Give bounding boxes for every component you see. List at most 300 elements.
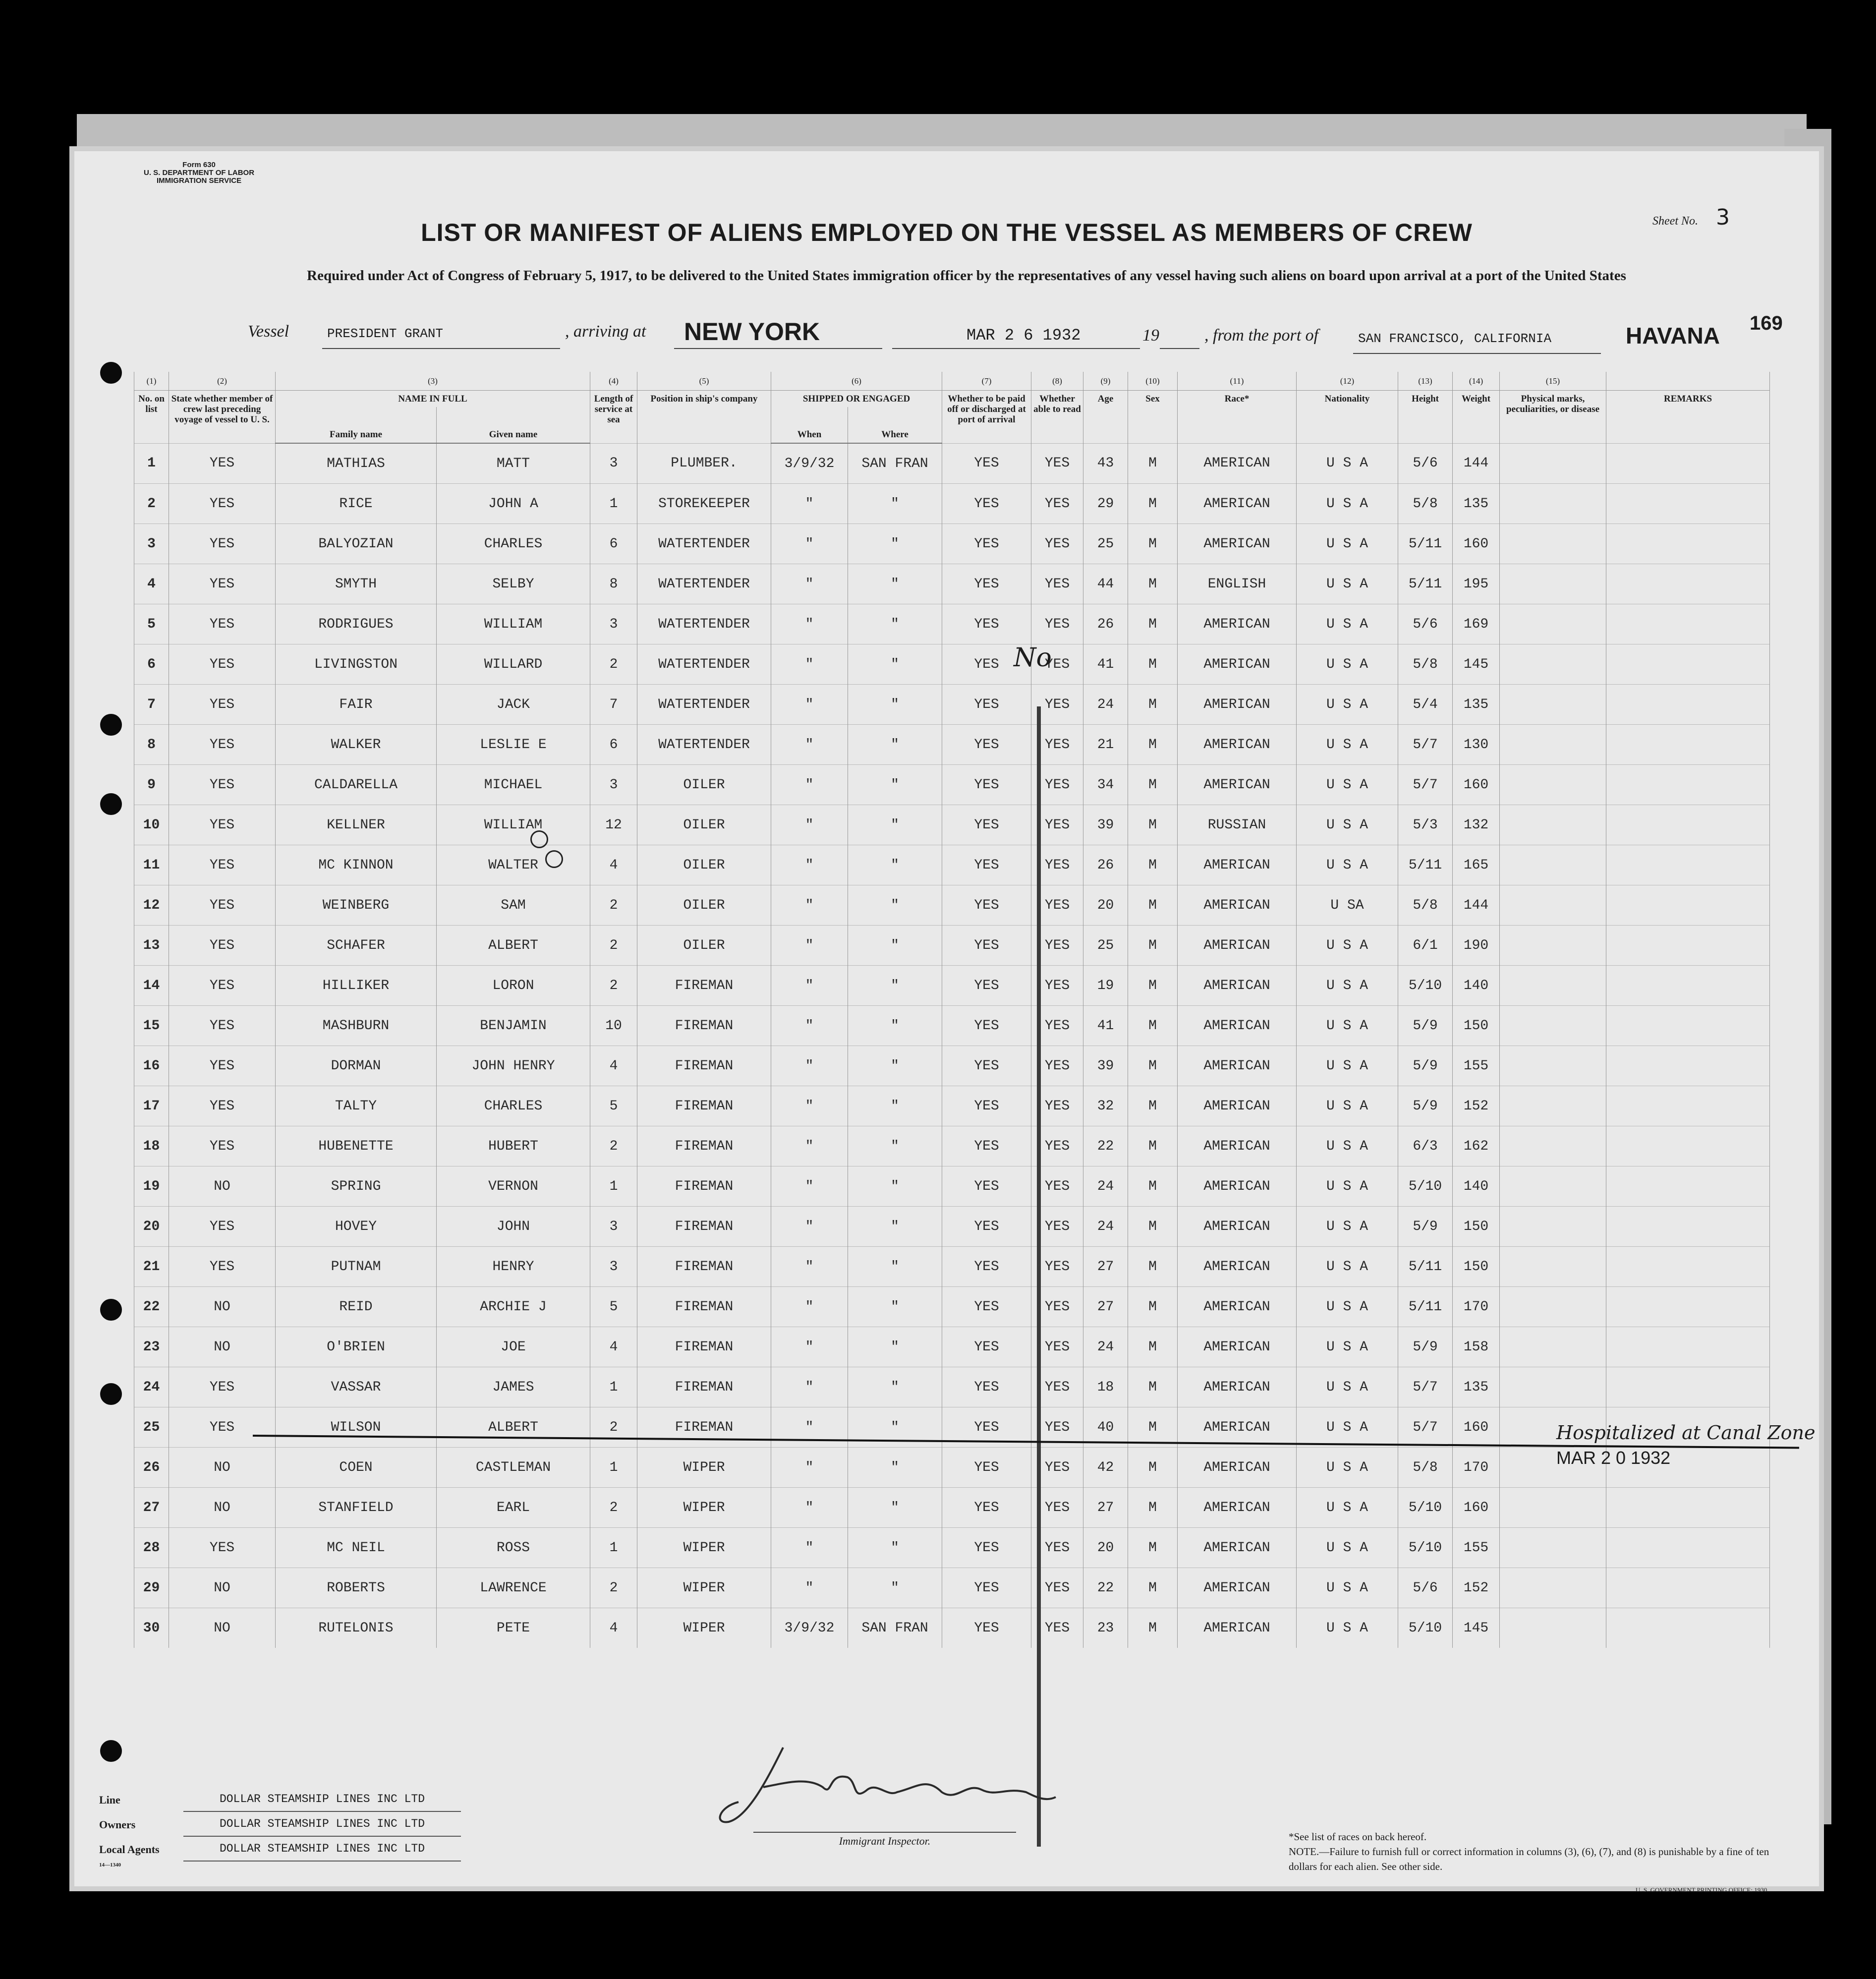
previous-voyage-cell: YES bbox=[169, 685, 276, 725]
height-cell: 6/1 bbox=[1398, 926, 1453, 966]
page-subtitle: Required under Act of Congress of February 5, 1917, to be delivered to the United States immigration officer by the representatives of any vessel having such aliens on board upon arrival at a port of the United States bbox=[307, 268, 1626, 284]
nationality-cell: U S A bbox=[1297, 685, 1398, 725]
col-number: (15) bbox=[1500, 372, 1606, 391]
paid-off-cell: YES bbox=[942, 1367, 1031, 1407]
row-number-cell: 24 bbox=[134, 1367, 169, 1407]
height-cell: 5/6 bbox=[1398, 1568, 1453, 1608]
able-to-read-cell: YES bbox=[1031, 725, 1083, 765]
length-of-service-cell: 12 bbox=[590, 805, 637, 845]
age-cell: 27 bbox=[1083, 1488, 1128, 1528]
remarks-cell bbox=[1606, 1568, 1770, 1608]
nationality-cell: U S A bbox=[1297, 1126, 1398, 1166]
race-cell: AMERICAN bbox=[1178, 765, 1297, 805]
paid-off-cell: YES bbox=[942, 484, 1031, 524]
binder-hole bbox=[100, 1299, 122, 1321]
height-cell: 5/11 bbox=[1398, 1287, 1453, 1327]
header-height: Height bbox=[1398, 391, 1453, 444]
able-to-read-cell: YES bbox=[1031, 1126, 1083, 1166]
table-row bbox=[134, 926, 1770, 966]
sex-cell: M bbox=[1128, 1287, 1178, 1327]
age-cell: 29 bbox=[1083, 484, 1128, 524]
nationality-cell: U S A bbox=[1297, 1247, 1398, 1287]
row-number-cell: 2 bbox=[134, 484, 169, 524]
col-number: (10) bbox=[1128, 372, 1178, 391]
row-number-cell: 7 bbox=[134, 685, 169, 725]
able-to-read-cell: YES bbox=[1031, 484, 1083, 524]
length-of-service-cell: 4 bbox=[590, 1327, 637, 1367]
height-cell: 5/8 bbox=[1398, 1448, 1453, 1488]
weight-cell: 158 bbox=[1453, 1327, 1500, 1367]
table-row bbox=[134, 1086, 1770, 1126]
given-name-cell: ARCHIE J bbox=[437, 1287, 590, 1327]
given-name-cell: LESLIE E bbox=[437, 725, 590, 765]
shipped-where-cell: " bbox=[848, 966, 942, 1006]
height-cell: 5/10 bbox=[1398, 966, 1453, 1006]
sex-cell: M bbox=[1128, 1166, 1178, 1207]
family-name-cell: MC NEIL bbox=[276, 1528, 437, 1568]
shipped-where-cell: " bbox=[848, 1448, 942, 1488]
able-to-read-cell: YES bbox=[1031, 1448, 1083, 1488]
sex-cell: M bbox=[1128, 1327, 1178, 1367]
family-name-cell: KELLNER bbox=[276, 805, 437, 845]
position-cell: FIREMAN bbox=[637, 1407, 771, 1448]
physical-marks-cell bbox=[1500, 1247, 1606, 1287]
table-row bbox=[134, 1367, 1770, 1407]
shipped-when-cell: " bbox=[771, 1126, 848, 1166]
given-name-cell: HENRY bbox=[437, 1247, 590, 1287]
sex-cell: M bbox=[1128, 1006, 1178, 1046]
nationality-cell: U S A bbox=[1297, 1327, 1398, 1367]
previous-voyage-cell: NO bbox=[169, 1568, 276, 1608]
able-to-read-cell: YES bbox=[1031, 1006, 1083, 1046]
able-to-read-cell: YES bbox=[1031, 604, 1083, 644]
physical-marks-cell bbox=[1500, 524, 1606, 564]
weight-cell: 152 bbox=[1453, 1568, 1500, 1608]
nationality-cell: U S A bbox=[1297, 1528, 1398, 1568]
paid-off-cell: YES bbox=[942, 443, 1031, 484]
able-to-read-cell: YES bbox=[1031, 1407, 1083, 1448]
physical-marks-cell bbox=[1500, 685, 1606, 725]
nationality-cell: U S A bbox=[1297, 1407, 1398, 1448]
age-cell: 21 bbox=[1083, 725, 1128, 765]
remarks-cell bbox=[1606, 604, 1770, 644]
physical-marks-cell bbox=[1500, 1046, 1606, 1086]
sex-cell: M bbox=[1128, 443, 1178, 484]
remarks-cell bbox=[1606, 885, 1770, 926]
alien-mark-symbol bbox=[545, 850, 563, 868]
header-sex: Sex bbox=[1128, 391, 1178, 444]
remarks-cell bbox=[1606, 1488, 1770, 1528]
immigrant-inspector-label: Immigrant Inspector. bbox=[753, 1832, 1016, 1848]
length-of-service-cell: 4 bbox=[590, 845, 637, 885]
able-to-read-cell: YES bbox=[1031, 805, 1083, 845]
shipped-when-cell: " bbox=[771, 725, 848, 765]
able-to-read-cell: YES bbox=[1031, 926, 1083, 966]
age-cell: 24 bbox=[1083, 685, 1128, 725]
age-cell: 39 bbox=[1083, 805, 1128, 845]
table-row bbox=[134, 1448, 1770, 1488]
previous-voyage-cell: YES bbox=[169, 644, 276, 685]
paid-off-cell: YES bbox=[942, 1608, 1031, 1648]
remarks-cell bbox=[1606, 926, 1770, 966]
binder-hole bbox=[100, 793, 122, 815]
race-cell: RUSSIAN bbox=[1178, 805, 1297, 845]
length-of-service-cell: 5 bbox=[590, 1287, 637, 1327]
age-cell: 23 bbox=[1083, 1608, 1128, 1648]
family-name-cell: HUBENETTE bbox=[276, 1126, 437, 1166]
age-cell: 41 bbox=[1083, 644, 1128, 685]
nationality-cell: U S A bbox=[1297, 604, 1398, 644]
position-cell: STOREKEEPER bbox=[637, 484, 771, 524]
race-cell: AMERICAN bbox=[1178, 443, 1297, 484]
given-name-cell: MICHAEL bbox=[437, 765, 590, 805]
length-of-service-cell: 10 bbox=[590, 1006, 637, 1046]
shipped-when-cell: " bbox=[771, 685, 848, 725]
remarks-cell bbox=[1606, 1207, 1770, 1247]
position-cell: FIREMAN bbox=[637, 1166, 771, 1207]
nationality-cell: U S A bbox=[1297, 845, 1398, 885]
weight-cell: 145 bbox=[1453, 1608, 1500, 1648]
shipped-where-cell: " bbox=[848, 484, 942, 524]
height-cell: 5/6 bbox=[1398, 443, 1453, 484]
position-cell: WATERTENDER bbox=[637, 524, 771, 564]
arriving-label: , arriving at bbox=[565, 322, 646, 341]
sex-cell: M bbox=[1128, 1528, 1178, 1568]
race-cell: AMERICAN bbox=[1178, 1126, 1297, 1166]
nationality-cell: U S A bbox=[1297, 1608, 1398, 1648]
given-name-cell: PETE bbox=[437, 1608, 590, 1648]
shipped-where-cell: " bbox=[848, 1086, 942, 1126]
shipped-where-cell: " bbox=[848, 926, 942, 966]
paid-off-cell: YES bbox=[942, 1086, 1031, 1126]
position-cell: FIREMAN bbox=[637, 1086, 771, 1126]
sex-cell: M bbox=[1128, 725, 1178, 765]
weight-cell: 160 bbox=[1453, 524, 1500, 564]
nationality-cell: U S A bbox=[1297, 1367, 1398, 1407]
able-to-read-cell: YES bbox=[1031, 443, 1083, 484]
row-number-cell: 26 bbox=[134, 1448, 169, 1488]
physical-marks-cell bbox=[1500, 1207, 1606, 1247]
remarks-cell bbox=[1606, 725, 1770, 765]
table-row bbox=[134, 1166, 1770, 1207]
position-cell: FIREMAN bbox=[637, 1006, 771, 1046]
department: U. S. DEPARTMENT OF LABOR bbox=[144, 169, 255, 177]
paid-off-cell: YES bbox=[942, 1407, 1031, 1448]
sex-cell: M bbox=[1128, 885, 1178, 926]
sex-cell: M bbox=[1128, 926, 1178, 966]
row-number-cell: 10 bbox=[134, 805, 169, 845]
shipped-where-cell: " bbox=[848, 1006, 942, 1046]
previous-voyage-cell: YES bbox=[169, 845, 276, 885]
race-cell: AMERICAN bbox=[1178, 1488, 1297, 1528]
length-of-service-cell: 3 bbox=[590, 1207, 637, 1247]
age-cell: 24 bbox=[1083, 1166, 1128, 1207]
given-name-cell: SELBY bbox=[437, 564, 590, 604]
sex-cell: M bbox=[1128, 1568, 1178, 1608]
sex-cell: M bbox=[1128, 1046, 1178, 1086]
table-row bbox=[134, 443, 1770, 484]
table-row bbox=[134, 1488, 1770, 1528]
able-to-read-cell: YES bbox=[1031, 1086, 1083, 1126]
column-header-row bbox=[134, 391, 1770, 407]
remarks-cell bbox=[1606, 805, 1770, 845]
sex-cell: M bbox=[1128, 845, 1178, 885]
sex-cell: M bbox=[1128, 1407, 1178, 1448]
physical-marks-cell bbox=[1500, 443, 1606, 484]
able-to-read-cell: YES bbox=[1031, 1327, 1083, 1367]
remarks-cell bbox=[1606, 1046, 1770, 1086]
family-name-cell: WILSON bbox=[276, 1407, 437, 1448]
remarks-cell bbox=[1606, 1166, 1770, 1207]
height-cell: 5/9 bbox=[1398, 1006, 1453, 1046]
shipped-where-cell: " bbox=[848, 1568, 942, 1608]
shipped-when-cell: " bbox=[771, 604, 848, 644]
race-cell: AMERICAN bbox=[1178, 685, 1297, 725]
shipped-where-cell: " bbox=[848, 1046, 942, 1086]
shipped-when-cell: 3/9/32 bbox=[771, 1608, 848, 1648]
given-name-cell: JOHN HENRY bbox=[437, 1046, 590, 1086]
gpo-imprint: U. S. GOVERNMENT PRINTING OFFICE: 1930 bbox=[1636, 1886, 1767, 1894]
remarks-cell bbox=[1606, 845, 1770, 885]
age-cell: 39 bbox=[1083, 1046, 1128, 1086]
crew-rows bbox=[134, 443, 1770, 1648]
family-name-cell: SPRING bbox=[276, 1166, 437, 1207]
given-name-cell: ROSS bbox=[437, 1528, 590, 1568]
header-name-in-full: NAME IN FULL bbox=[276, 391, 590, 407]
table-row bbox=[134, 805, 1770, 845]
age-cell: 25 bbox=[1083, 524, 1128, 564]
given-name-cell: MATT bbox=[437, 443, 590, 484]
row-number-cell: 21 bbox=[134, 1247, 169, 1287]
previous-voyage-cell: YES bbox=[169, 1006, 276, 1046]
previous-voyage-cell: NO bbox=[169, 1327, 276, 1367]
weight-cell: 130 bbox=[1453, 725, 1500, 765]
able-to-read-cell: YES bbox=[1031, 644, 1083, 685]
header-given-name: Given name bbox=[437, 407, 590, 443]
paid-off-cell: YES bbox=[942, 564, 1031, 604]
remarks-cell bbox=[1606, 1247, 1770, 1287]
shipped-when-cell: " bbox=[771, 805, 848, 845]
able-to-read-cell: YES bbox=[1031, 1488, 1083, 1528]
previous-voyage-cell: YES bbox=[169, 1086, 276, 1126]
race-cell: AMERICAN bbox=[1178, 725, 1297, 765]
paid-off-cell: YES bbox=[942, 1207, 1031, 1247]
given-name-cell: HUBERT bbox=[437, 1126, 590, 1166]
family-name-cell: RUTELONIS bbox=[276, 1608, 437, 1648]
header-paid-off: Whether to be paid off or discharged at port of arrival bbox=[942, 391, 1031, 444]
table-row bbox=[134, 1207, 1770, 1247]
race-cell: AMERICAN bbox=[1178, 644, 1297, 685]
family-name-cell: RICE bbox=[276, 484, 437, 524]
paid-off-cell: YES bbox=[942, 1247, 1031, 1287]
owners-value: DOLLAR STEAMSHIP LINES INC LTD bbox=[183, 1812, 461, 1837]
position-cell: OILER bbox=[637, 805, 771, 845]
given-name-cell: LORON bbox=[437, 966, 590, 1006]
age-cell: 43 bbox=[1083, 443, 1128, 484]
form-identifier bbox=[144, 161, 254, 185]
weight-cell: 145 bbox=[1453, 644, 1500, 685]
family-name-cell: HOVEY bbox=[276, 1207, 437, 1247]
nationality-cell: U S A bbox=[1297, 725, 1398, 765]
row-number-cell: 14 bbox=[134, 966, 169, 1006]
header-age: Age bbox=[1083, 391, 1128, 444]
header-shipped-or-engaged: SHIPPED OR ENGAGED bbox=[771, 391, 942, 407]
able-to-read-cell: YES bbox=[1031, 1528, 1083, 1568]
given-name-cell: JOHN bbox=[437, 1207, 590, 1247]
sex-cell: M bbox=[1128, 1086, 1178, 1126]
height-cell: 5/6 bbox=[1398, 604, 1453, 644]
table-row bbox=[134, 1327, 1770, 1367]
paid-off-cell: YES bbox=[942, 845, 1031, 885]
row-number-cell: 29 bbox=[134, 1568, 169, 1608]
weight-cell: 152 bbox=[1453, 1086, 1500, 1126]
shipped-where-cell: " bbox=[848, 1247, 942, 1287]
col-number: (5) bbox=[637, 372, 771, 391]
penalty-note: NOTE.—Failure to furnish full or correct information in columns (3), (6), (7), and (8) is punishable by a fine of ten dollars for each alien. See other side. bbox=[1289, 1846, 1769, 1872]
physical-marks-cell bbox=[1500, 1006, 1606, 1046]
shipped-where-cell: " bbox=[848, 845, 942, 885]
able-to-read-cell: YES bbox=[1031, 1608, 1083, 1648]
remarks-cell bbox=[1606, 1528, 1770, 1568]
shipped-where-cell: " bbox=[848, 1207, 942, 1247]
family-name-cell: RODRIGUES bbox=[276, 604, 437, 644]
weight-cell: 190 bbox=[1453, 926, 1500, 966]
col-number: (7) bbox=[942, 372, 1031, 391]
physical-marks-cell bbox=[1500, 564, 1606, 604]
physical-marks-cell bbox=[1500, 604, 1606, 644]
sex-cell: M bbox=[1128, 1488, 1178, 1528]
col-number: (8) bbox=[1031, 372, 1083, 391]
race-cell: AMERICAN bbox=[1178, 926, 1297, 966]
col-number: (12) bbox=[1297, 372, 1398, 391]
height-cell: 5/9 bbox=[1398, 1327, 1453, 1367]
length-of-service-cell: 1 bbox=[590, 1528, 637, 1568]
row-number-cell: 16 bbox=[134, 1046, 169, 1086]
race-cell: AMERICAN bbox=[1178, 1006, 1297, 1046]
binder-hole bbox=[100, 362, 122, 384]
height-cell: 5/8 bbox=[1398, 484, 1453, 524]
col-number: (3) bbox=[276, 372, 590, 391]
previous-voyage-cell: YES bbox=[169, 484, 276, 524]
able-to-read-cell: YES bbox=[1031, 685, 1083, 725]
nationality-cell: U S A bbox=[1297, 1448, 1398, 1488]
physical-marks-cell bbox=[1500, 1488, 1606, 1528]
header-no-on-list: No. on list bbox=[134, 391, 169, 444]
shipped-where-cell: " bbox=[848, 725, 942, 765]
alien-mark-symbol bbox=[530, 830, 548, 848]
height-cell: 5/10 bbox=[1398, 1528, 1453, 1568]
header-able-to-read: Whether able to read bbox=[1031, 391, 1083, 444]
race-cell: ENGLISH bbox=[1178, 564, 1297, 604]
header-length-of-service: Length of service at sea bbox=[590, 391, 637, 444]
shipped-when-cell: " bbox=[771, 564, 848, 604]
length-of-service-cell: 6 bbox=[590, 725, 637, 765]
height-cell: 5/9 bbox=[1398, 1207, 1453, 1247]
remarks-cell bbox=[1606, 564, 1770, 604]
family-name-cell: BALYOZIAN bbox=[276, 524, 437, 564]
race-cell: AMERICAN bbox=[1178, 1608, 1297, 1648]
crew-manifest-table bbox=[134, 372, 1770, 1648]
agents-value: DOLLAR STEAMSHIP LINES INC LTD bbox=[183, 1837, 461, 1862]
row-number-cell: 19 bbox=[134, 1166, 169, 1207]
vessel-name: PRESIDENT GRANT bbox=[327, 326, 444, 341]
physical-marks-cell bbox=[1500, 805, 1606, 845]
from-port: SAN FRANCISCO, CALIFORNIA bbox=[1358, 331, 1552, 346]
sex-cell: M bbox=[1128, 765, 1178, 805]
remarks-cell bbox=[1606, 484, 1770, 524]
shipped-when-cell: " bbox=[771, 1086, 848, 1126]
age-cell: 26 bbox=[1083, 604, 1128, 644]
sex-cell: M bbox=[1128, 524, 1178, 564]
race-cell: AMERICAN bbox=[1178, 1046, 1297, 1086]
paid-off-cell: YES bbox=[942, 1126, 1031, 1166]
position-cell: OILER bbox=[637, 926, 771, 966]
able-to-read-cell: YES bbox=[1031, 1207, 1083, 1247]
position-cell: OILER bbox=[637, 845, 771, 885]
paid-off-cell: YES bbox=[942, 885, 1031, 926]
position-cell: WIPER bbox=[637, 1608, 771, 1648]
length-of-service-cell: 2 bbox=[590, 926, 637, 966]
header-family-name: Family name bbox=[276, 407, 437, 443]
given-name-cell: JOHN A bbox=[437, 484, 590, 524]
weight-cell: 169 bbox=[1453, 604, 1500, 644]
race-cell: AMERICAN bbox=[1178, 484, 1297, 524]
paid-off-cell: YES bbox=[942, 765, 1031, 805]
family-name-cell: TALTY bbox=[276, 1086, 437, 1126]
previous-voyage-cell: YES bbox=[169, 1247, 276, 1287]
length-of-service-cell: 1 bbox=[590, 1367, 637, 1407]
length-of-service-cell: 2 bbox=[590, 1488, 637, 1528]
age-cell: 25 bbox=[1083, 926, 1128, 966]
header-previous-voyage: State whether member of crew last preceding voyage of vessel to U. S. bbox=[169, 391, 276, 444]
family-name-cell: MC KINNON bbox=[276, 845, 437, 885]
paid-off-cell: YES bbox=[942, 725, 1031, 765]
table-row bbox=[134, 1006, 1770, 1046]
race-cell: AMERICAN bbox=[1178, 1568, 1297, 1608]
nationality-cell: U S A bbox=[1297, 484, 1398, 524]
shipped-where-cell: " bbox=[848, 685, 942, 725]
shipped-where-cell: " bbox=[848, 1367, 942, 1407]
table-row bbox=[134, 1126, 1770, 1166]
paid-off-cell: YES bbox=[942, 1046, 1031, 1086]
position-cell: WIPER bbox=[637, 1448, 771, 1488]
row-number-cell: 8 bbox=[134, 725, 169, 765]
col-number: (4) bbox=[590, 372, 637, 391]
previous-voyage-cell: YES bbox=[169, 725, 276, 765]
weight-cell: 144 bbox=[1453, 885, 1500, 926]
footer-company-info bbox=[99, 1787, 461, 1868]
previous-voyage-cell: YES bbox=[169, 564, 276, 604]
length-of-service-cell: 2 bbox=[590, 885, 637, 926]
paid-off-cell: YES bbox=[942, 1287, 1031, 1327]
header-position: Position in ship's company bbox=[637, 391, 771, 444]
shipped-when-cell: " bbox=[771, 1367, 848, 1407]
shipped-when-cell: " bbox=[771, 1046, 848, 1086]
family-name-cell: CALDARELLA bbox=[276, 765, 437, 805]
height-cell: 5/9 bbox=[1398, 1046, 1453, 1086]
age-cell: 26 bbox=[1083, 845, 1128, 885]
row-number-cell: 30 bbox=[134, 1608, 169, 1648]
nationality-cell: U S A bbox=[1297, 926, 1398, 966]
previous-voyage-cell: YES bbox=[169, 926, 276, 966]
height-cell: 5/8 bbox=[1398, 885, 1453, 926]
weight-cell: 140 bbox=[1453, 1166, 1500, 1207]
shipped-where-cell: " bbox=[848, 1528, 942, 1568]
col-number: (13) bbox=[1398, 372, 1453, 391]
remarks-cell bbox=[1606, 765, 1770, 805]
table-row bbox=[134, 604, 1770, 644]
physical-marks-cell bbox=[1500, 1126, 1606, 1166]
